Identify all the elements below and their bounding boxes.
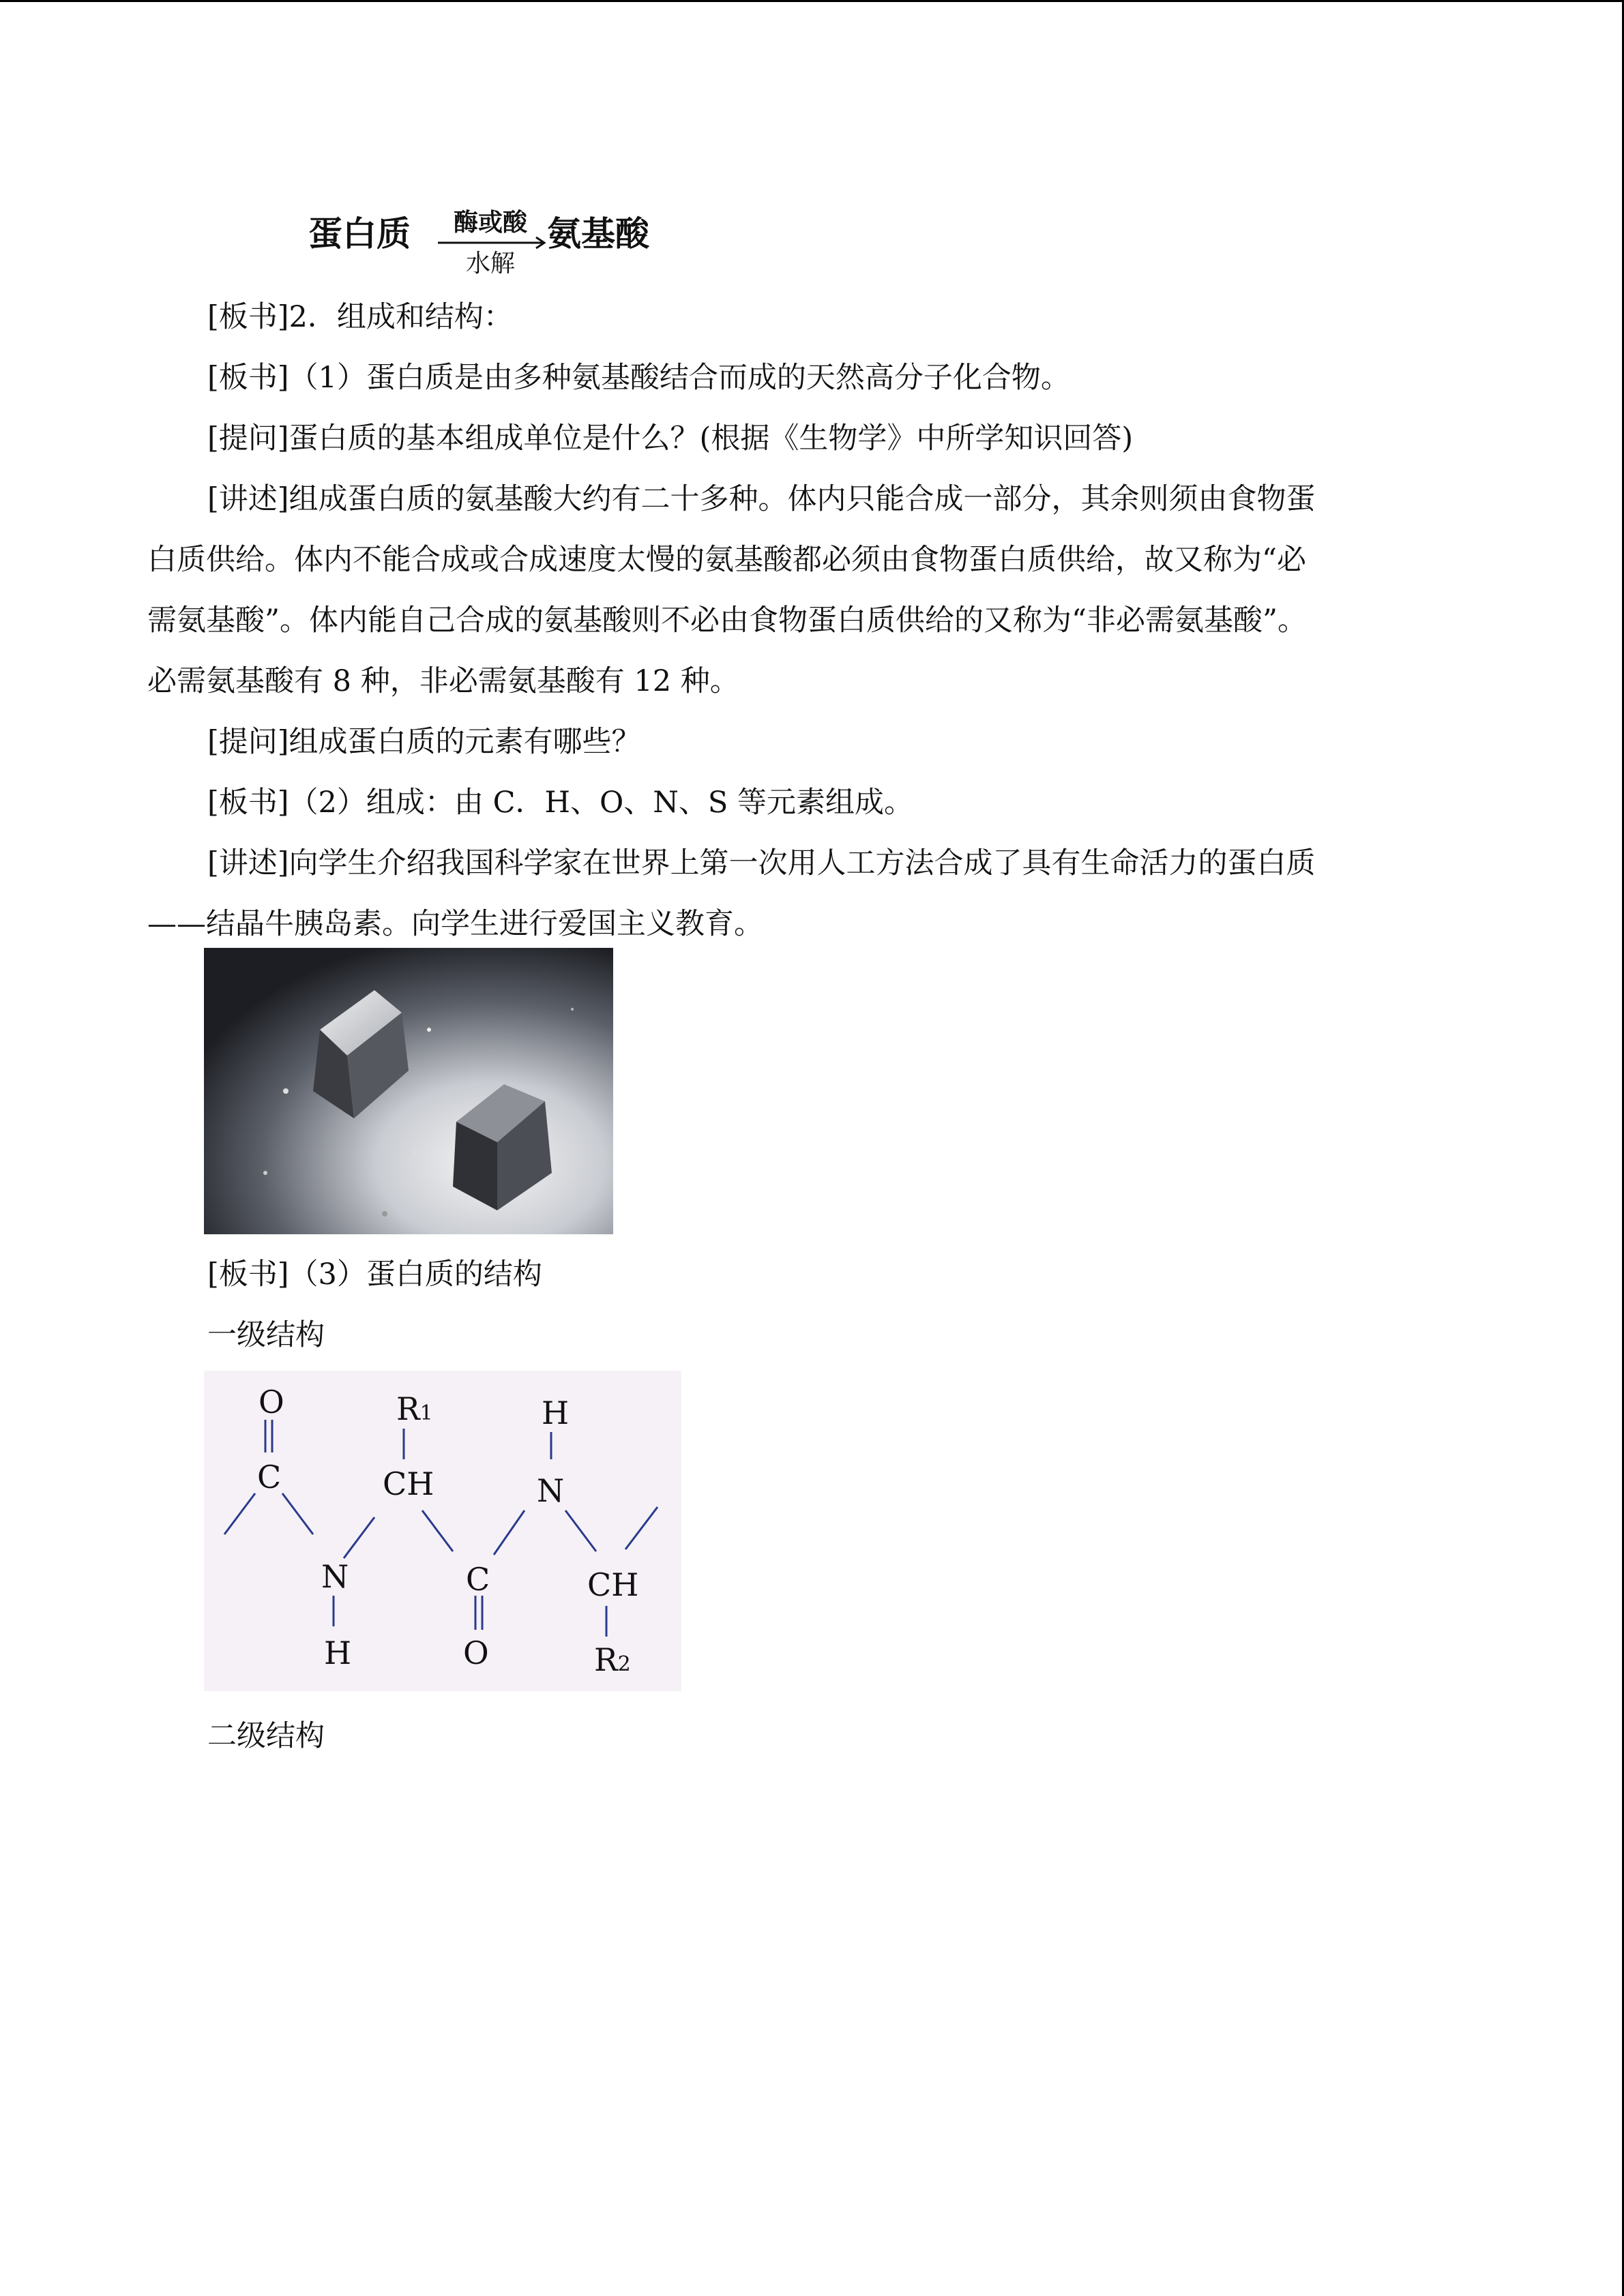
paragraph-line: 白质供给。体内不能合成或合成速度太慢的氨基酸都必须由食物蛋白质供给，故又称为“必	[147, 543, 1306, 577]
atom-n-mid: N	[537, 1472, 565, 1509]
insulin-crystal-photo	[204, 948, 613, 1234]
paragraph-line: [板书]2．组成和结构：	[207, 300, 513, 334]
paragraph-line: 二级结构	[207, 1719, 325, 1753]
equation-condition-above: 酶或酸	[453, 209, 527, 237]
paragraph-line: [板书]（2）组成：由 C．H、O、N、S 等元素组成。	[207, 786, 913, 820]
equation-product: 氨基酸	[547, 214, 649, 254]
paragraph-line: 必需氨基酸有 8 种，非必需氨基酸有 12 种。	[147, 664, 739, 698]
paragraph-line: [提问]蛋白质的基本组成单位是什么？(根据《生物学》中所学知识回答)	[207, 421, 1134, 456]
atom-r1: R1	[396, 1390, 433, 1427]
paragraph-line: 一级结构	[207, 1318, 325, 1352]
paragraph-line: ——结晶牛胰岛素。向学生进行爱国主义教育。	[147, 907, 763, 941]
page-top-border	[0, 0, 1624, 2]
atom-c-low: C	[466, 1561, 490, 1598]
hydrolysis-equation	[308, 205, 663, 276]
paragraph-line: [讲述]向学生介绍我国科学家在世界上第一次用人工方法合成了具有生命活力的蛋白质	[207, 846, 1316, 880]
atom-h-top: H	[542, 1395, 570, 1431]
peptide-primary-structure-diagram	[204, 1371, 681, 1691]
atom-ch-mid: CH	[383, 1465, 434, 1502]
atom-n-low: N	[321, 1558, 349, 1595]
atom-c-left: C	[257, 1459, 282, 1495]
paragraph-line: [提问]组成蛋白质的元素有哪些？	[207, 725, 641, 759]
paragraph-line: [板书]（1）蛋白质是由多种氨基酸结合而成的天然高分子化合物。	[207, 361, 1070, 395]
paragraph-line: [板书]（3）蛋白质的结构	[207, 1257, 542, 1292]
equation-condition-below: 水解	[465, 250, 515, 278]
atom-r2: R2	[594, 1641, 631, 1678]
atom-h-bottom: H	[324, 1635, 352, 1671]
equation-reactant: 蛋白质	[308, 214, 411, 254]
atom-o-top: O	[259, 1384, 284, 1420]
paragraph-line: 需氨基酸”。体内能自己合成的氨基酸则不必由食物蛋白质供给的又称为“非必需氨基酸”。	[147, 603, 1307, 638]
atom-o-bottom: O	[463, 1635, 489, 1671]
paragraph-line: [讲述]组成蛋白质的氨基酸大约有二十多种。体内只能合成一部分，其余则须由食物蛋	[207, 482, 1316, 516]
atom-ch-right: CH	[587, 1566, 639, 1603]
